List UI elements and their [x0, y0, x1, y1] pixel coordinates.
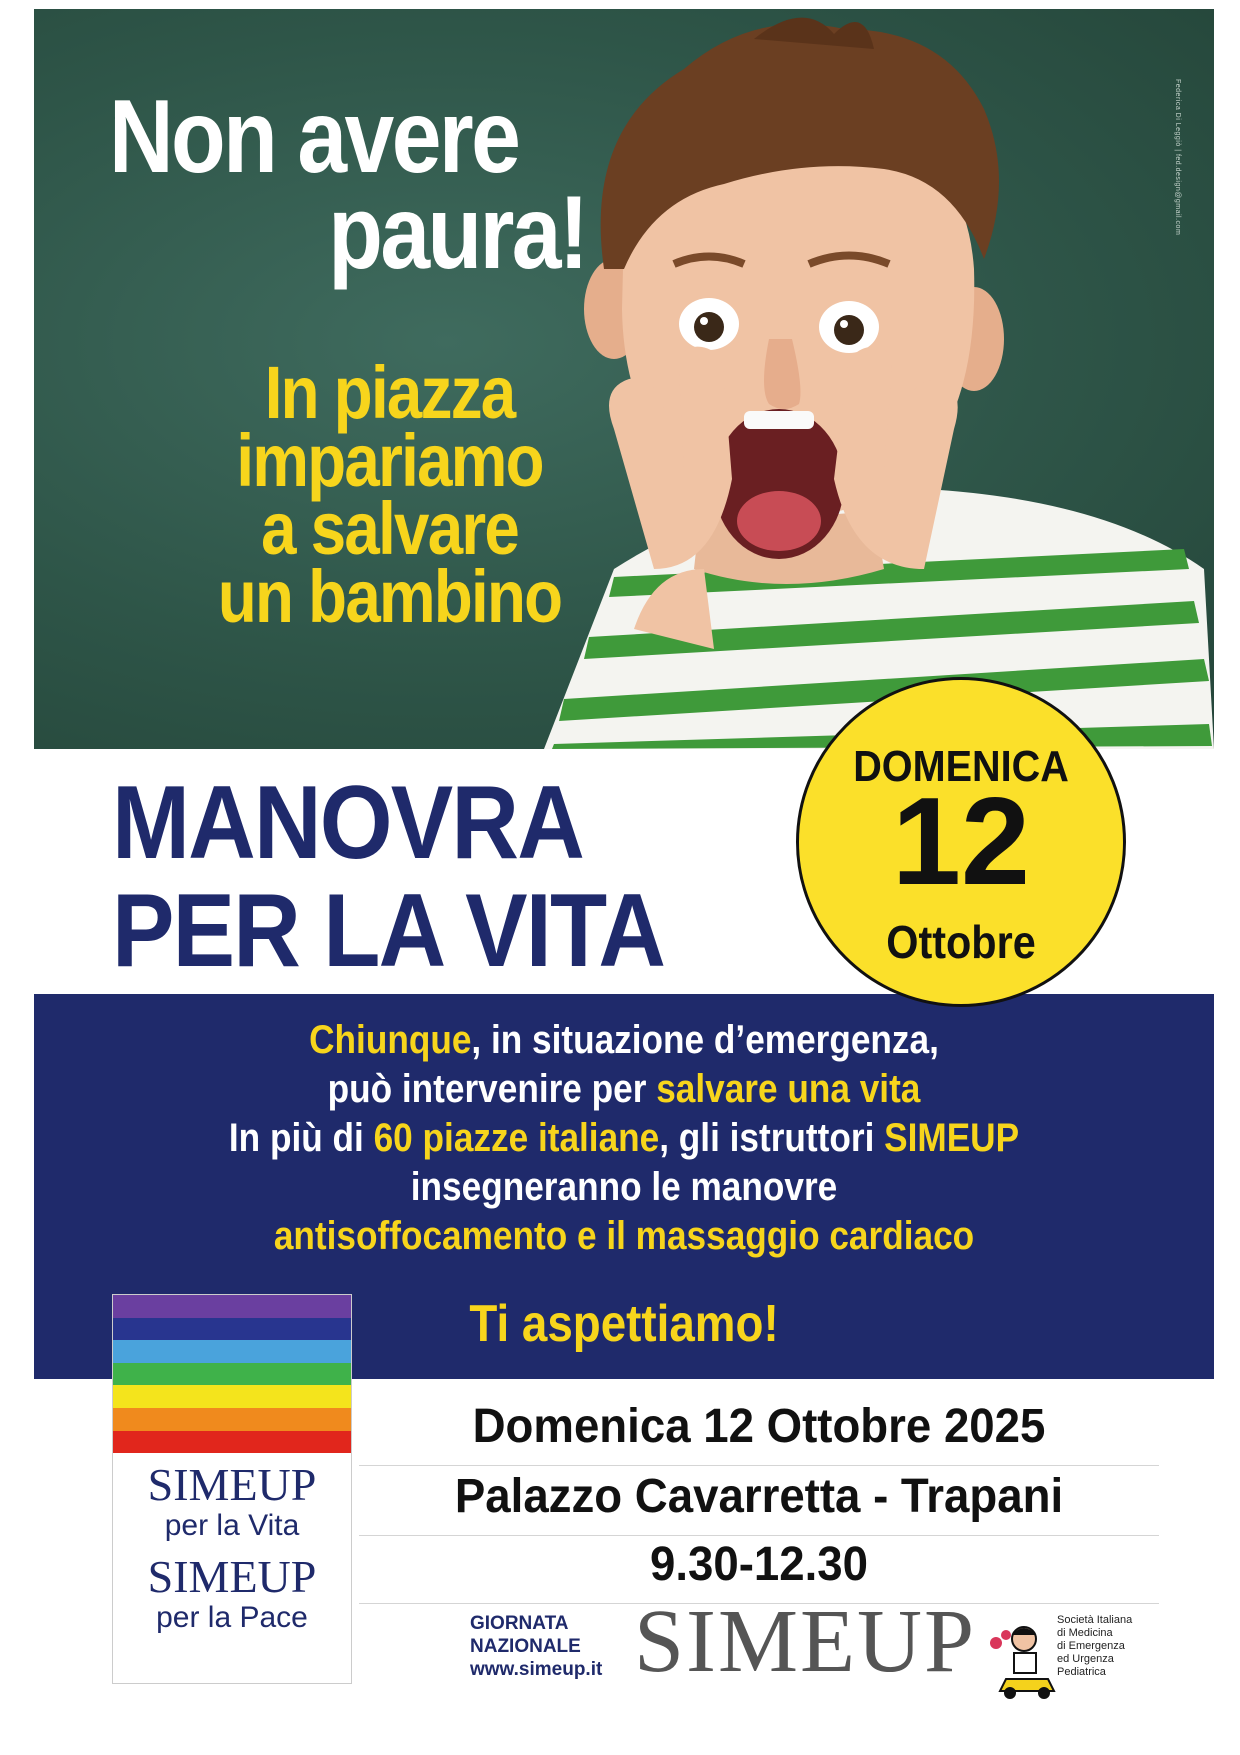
message-highlight: salvare una vita	[656, 1067, 921, 1111]
society-line-4: ed Urgenza	[1057, 1653, 1114, 1665]
message-text-part: In più di	[228, 1116, 374, 1160]
stripe	[113, 1431, 351, 1454]
subhead-line-4: un bambino	[217, 555, 562, 638]
date-badge-weekday: DOMENICA	[853, 742, 1069, 791]
call-to-action: Ti aspettiamo!	[469, 1295, 779, 1353]
stripe	[113, 1318, 351, 1341]
date-badge-month: Ottobre	[886, 916, 1036, 968]
society-line-5: Pediatrica	[1057, 1666, 1106, 1678]
society-line-3: di Emergenza	[1057, 1640, 1125, 1652]
subhead-line-3: a salvare	[261, 487, 519, 570]
subhead-line-2: impariamo	[236, 419, 543, 502]
subheadline	[166, 351, 613, 638]
stripe	[113, 1385, 351, 1408]
stripe	[113, 1363, 351, 1386]
society-name	[1057, 1614, 1167, 1679]
message-text	[105, 1016, 1143, 1261]
stripe	[113, 1340, 351, 1363]
simeup-wordmark: SIMEUP	[634, 1592, 977, 1691]
headline-line-2: paura!	[328, 175, 587, 291]
message-line-3	[105, 1114, 1143, 1163]
date-badge	[796, 677, 1126, 1007]
society-line-1: Società Italiana	[1057, 1614, 1133, 1626]
message-highlight: SIMEUP	[884, 1116, 1020, 1160]
event-place: Palazzo Cavarretta - Trapani	[454, 1470, 1064, 1523]
headline	[109, 79, 642, 291]
divider	[359, 1535, 1159, 1536]
stripe	[113, 1408, 351, 1431]
message-highlight: 60 piazze italiane	[373, 1116, 660, 1160]
subhead-line-1: In piazza	[264, 351, 515, 434]
message-line-2	[105, 1065, 1143, 1114]
divider	[359, 1465, 1159, 1466]
logo-text	[113, 1460, 351, 1644]
message-line-1	[105, 1016, 1143, 1065]
simeup-peace-logo	[112, 1294, 352, 1684]
event-time: 9.30-12.30	[649, 1538, 869, 1591]
giornata-line-2: NAZIONALE	[470, 1636, 581, 1657]
logo-line-4: per la Pace	[156, 1601, 308, 1634]
message-line-4: insegneranno le manovre	[410, 1165, 838, 1209]
rainbow-stripes	[113, 1295, 351, 1453]
message-text-part: , in situazione d’emergenza,	[471, 1018, 939, 1062]
logo-line-2: per la Vita	[164, 1509, 300, 1542]
headline-line-1: Non avere	[109, 79, 519, 195]
message-text-part: può intervenire per	[327, 1067, 657, 1111]
logo-line-3: SIMEUP	[147, 1551, 317, 1602]
poster	[34, 9, 1214, 1739]
giornata-nazionale	[470, 1612, 602, 1681]
title-line-2: PER LA VITA	[112, 873, 665, 989]
society-line-2: di Medicina	[1057, 1627, 1113, 1639]
website-link[interactable]: www.simeup.it	[470, 1659, 603, 1680]
message-highlight: Chiunque	[309, 1018, 472, 1062]
title-line-1: MANOVRA	[112, 765, 583, 881]
hero-photo	[34, 9, 1214, 749]
date-badge-day: 12	[892, 773, 1030, 911]
event-date: Domenica 12 Ottobre 2025	[472, 1400, 1046, 1453]
giornata-line-1: GIORNATA	[470, 1613, 569, 1634]
message-line-5: antisoffocamento e il massaggio cardiaco	[273, 1214, 975, 1258]
message-text-part: , gli istruttori	[659, 1116, 885, 1160]
logo-line-1: SIMEUP	[147, 1459, 317, 1510]
stripe	[113, 1295, 351, 1318]
photo-credit: Federica Di Leggiò | fed.design@gmail.com	[1174, 79, 1181, 236]
campaign-title	[112, 765, 665, 989]
